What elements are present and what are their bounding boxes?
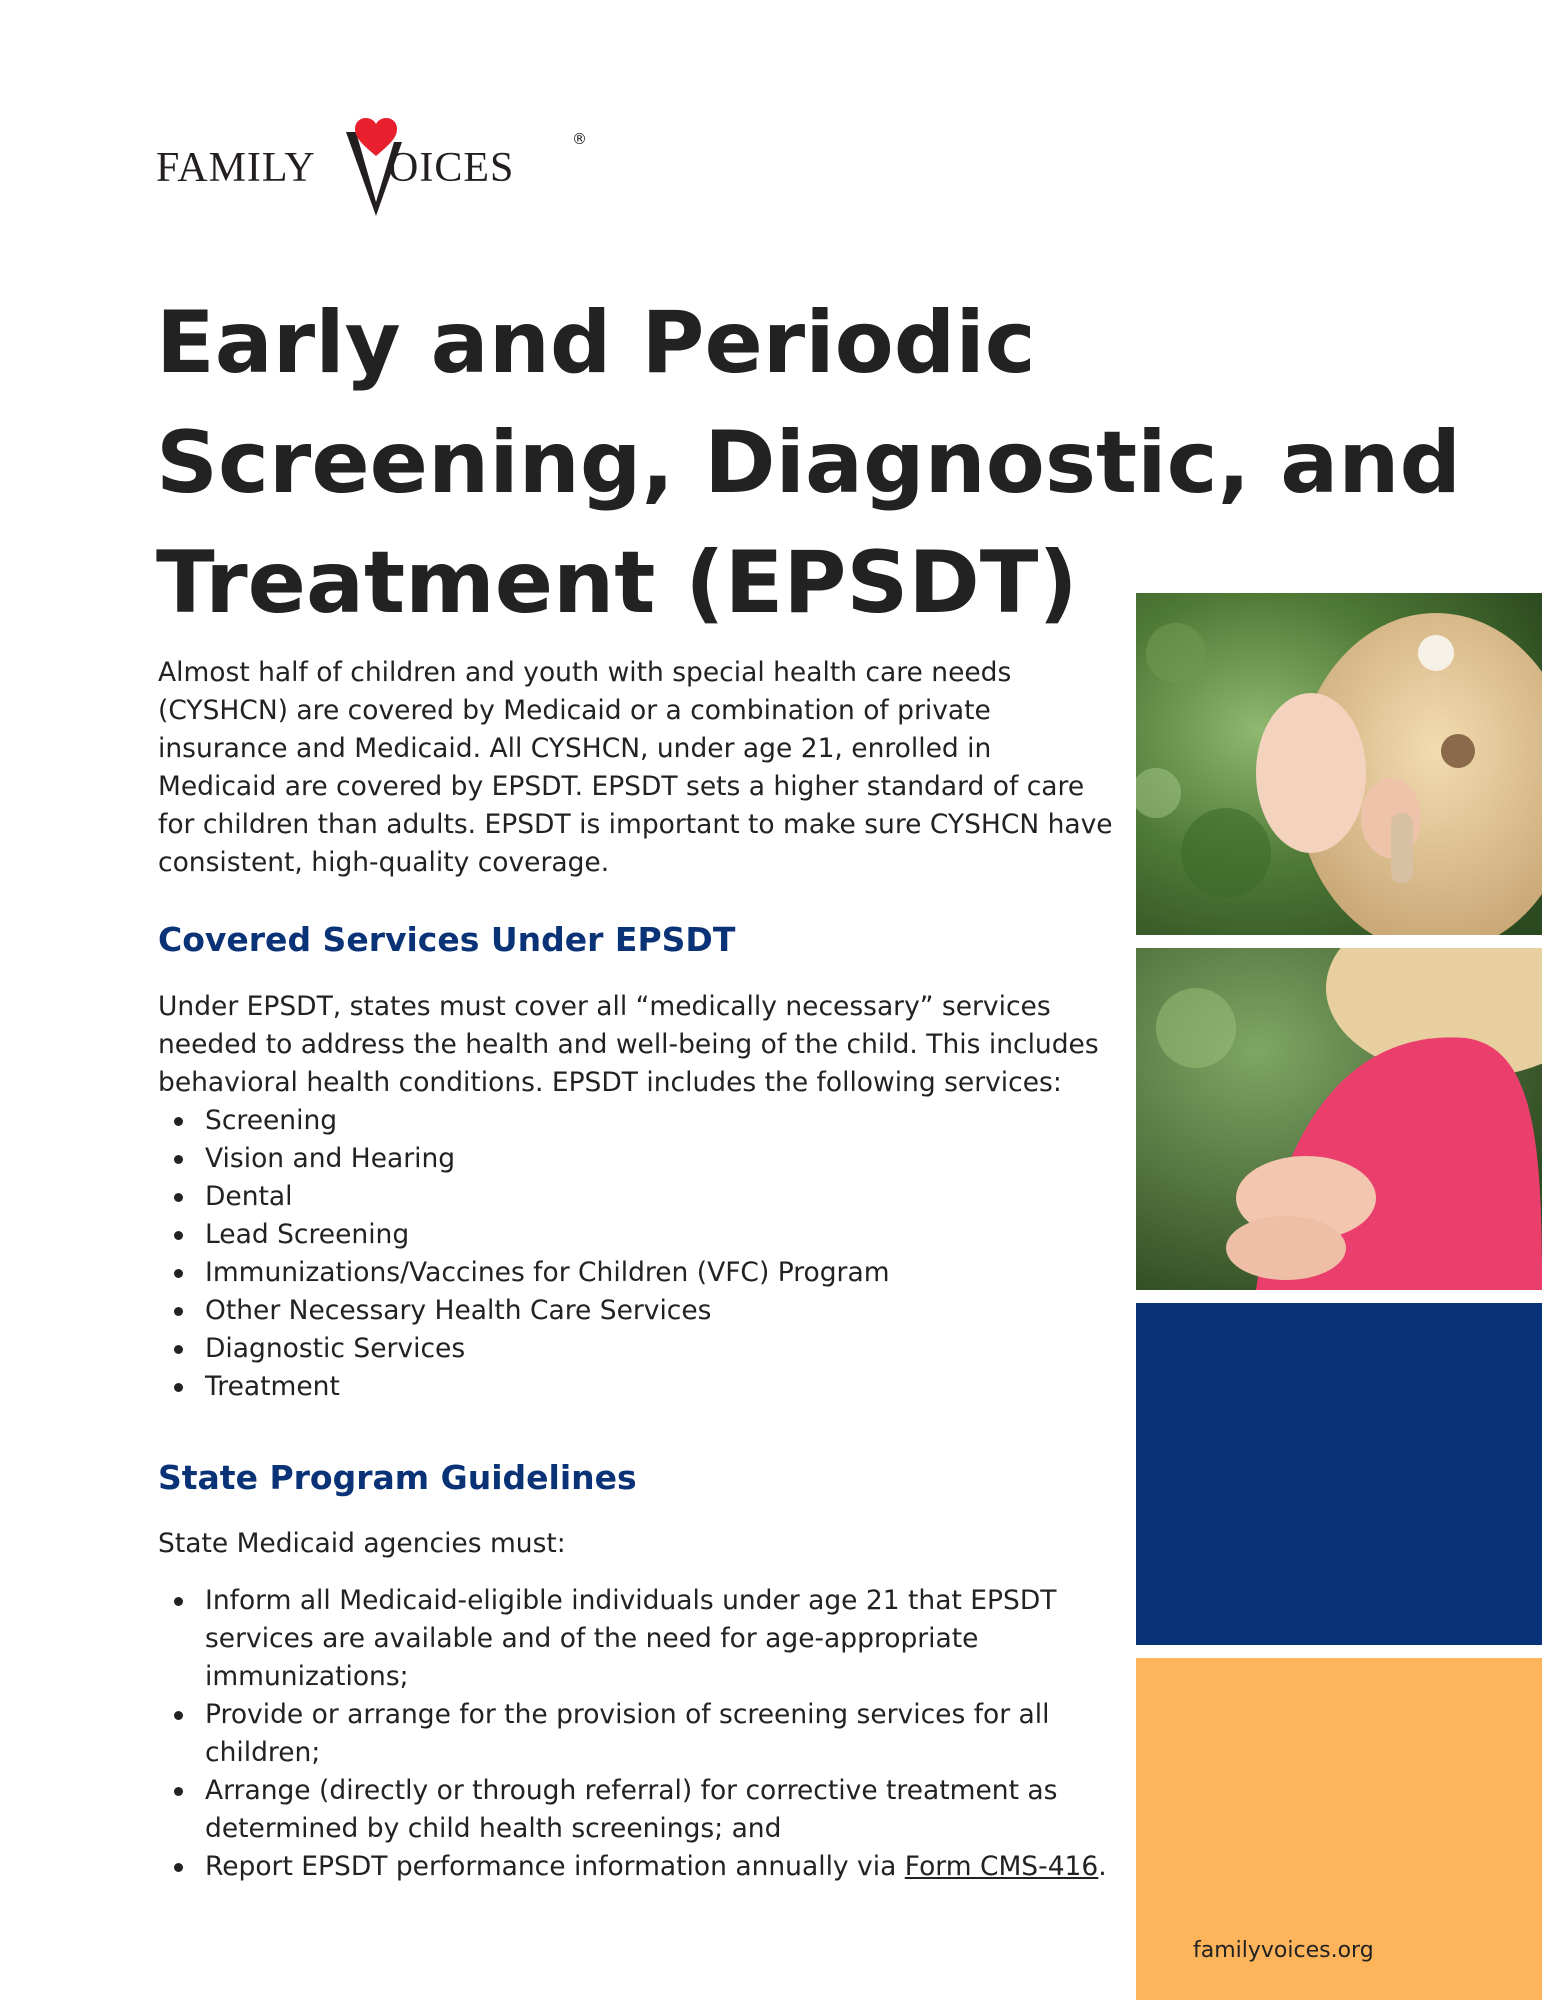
logo-oices-text: OICES: [388, 145, 515, 191]
state-guidelines-heading: State Program Guidelines: [158, 1458, 637, 1497]
covered-services-paragraph: Under EPSDT, states must cover all “medically necessary” services needed to address the health and well-being of the child. This includes behavioral health conditions. EPSDT includes the following services:: [158, 991, 1099, 1098]
state-guidelines-paragraph: State Medicaid agencies must:: [158, 1528, 566, 1559]
intro-paragraph: Almost half of children and youth with special health care needs (CYSHCN) are covered by Medicaid or a combination of private insurance and Medicaid. All CYSHCN, under age 21, enrolled in Medicaid are covered by EPSDT. EPSDT sets a higher standard of care for children than adults. EPSDT is important to make sure CYSHCN have consistent, high-quality coverage.: [158, 657, 1113, 878]
list-item: Inform all Medicaid-eligible individuals under age 21 that EPSDT services are available and of the need for age-appropriate immunizations;: [158, 1582, 1118, 1696]
photo-child-profile: [1136, 593, 1542, 935]
list-item: Immunizations/Vaccines for Children (VFC) Program: [158, 1254, 1118, 1292]
photo-child-pink-dress: [1136, 948, 1542, 1290]
list-item: Other Necessary Health Care Services: [158, 1292, 1118, 1330]
list-item: Screening: [158, 1102, 1118, 1140]
list-item: Vision and Hearing: [158, 1140, 1118, 1178]
title-line-1: Early and Periodic: [156, 293, 1036, 393]
list-item-text: Report EPSDT performance information annually via: [205, 1851, 897, 1882]
covered-services-heading: Covered Services Under EPSDT: [158, 920, 736, 959]
state-guidelines-list: [158, 1582, 1118, 1886]
family-voices-logo: [156, 118, 606, 228]
list-item: Lead Screening: [158, 1216, 1118, 1254]
page-title: [156, 283, 1476, 643]
list-item: Diagnostic Services: [158, 1330, 1118, 1368]
registered-mark: ®: [572, 130, 587, 148]
list-item: Dental: [158, 1178, 1118, 1216]
title-line-3: Treatment (EPSDT): [156, 533, 1078, 633]
list-item: [158, 1848, 1118, 1886]
blue-color-block: [1136, 1303, 1542, 1645]
form-cms-416-link[interactable]: Form CMS-416: [904, 1851, 1099, 1882]
list-item-punctuation: .: [1098, 1851, 1107, 1882]
list-item: Provide or arrange for the provision of screening services for all children;: [158, 1696, 1118, 1772]
list-item: Arrange (directly or through referral) for corrective treatment as determined by child health screenings; and: [158, 1772, 1118, 1848]
title-line-2: Screening, Diagnostic, and: [156, 413, 1462, 513]
logo-family-text: FAMILY: [156, 145, 316, 191]
covered-services-list: [158, 1102, 1118, 1406]
list-item: Treatment: [158, 1368, 1118, 1406]
website-url: familyvoices.org: [1193, 1938, 1374, 1963]
